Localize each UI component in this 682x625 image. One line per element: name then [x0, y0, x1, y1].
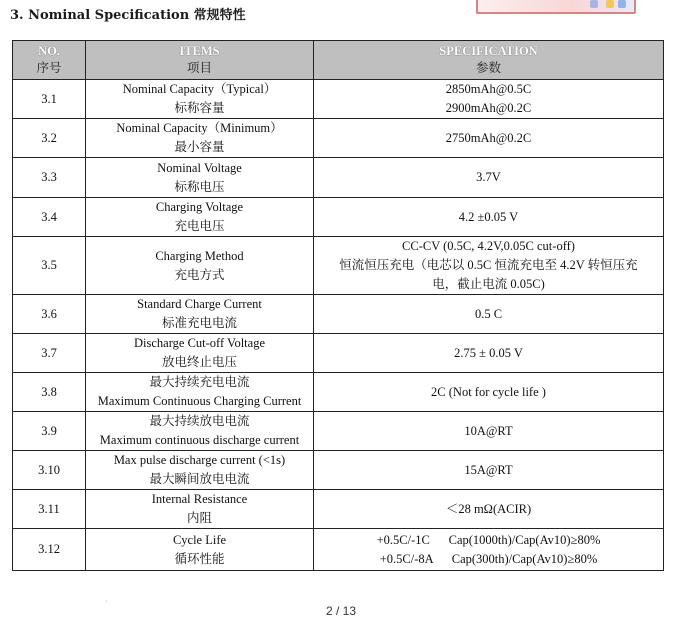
cycle-condition: +0.5C/-1C	[376, 532, 430, 547]
header-no-en: NO.	[38, 44, 60, 58]
item-line: 最小容量	[174, 140, 225, 154]
item-line: 标准充电电流	[161, 316, 237, 330]
scan-speck: ·	[105, 597, 109, 608]
row-item	[86, 295, 314, 334]
spec-line: 2900mAh@0.2C	[445, 101, 532, 115]
row-spec	[314, 80, 664, 119]
row-spec	[314, 373, 664, 412]
row-number: 3.5	[13, 237, 86, 295]
row-number: 3.7	[13, 334, 86, 373]
row-spec	[314, 451, 664, 490]
table-row	[13, 412, 664, 451]
row-spec	[314, 198, 664, 237]
table-row	[13, 158, 664, 198]
item-line: 放电终止电压	[161, 355, 237, 369]
item-line: Charging Voltage	[155, 200, 244, 214]
item-line: 最大持续放电电流	[149, 414, 250, 428]
item-line: Maximum continuous discharge current	[99, 433, 300, 447]
row-spec	[314, 490, 664, 529]
table-row	[13, 334, 664, 373]
spec-line: 恒流恒压充电（电芯以 0.5C 恒流充电至 4.2V 转恒压充	[339, 258, 638, 272]
stamp-mark	[590, 0, 598, 8]
item-line: Internal Resistance	[151, 492, 248, 506]
item-line: 充电电压	[174, 219, 225, 233]
row-item	[86, 198, 314, 237]
row-item	[86, 412, 314, 451]
row-spec	[314, 412, 664, 451]
spec-line: 15A@RT	[464, 462, 513, 477]
row-spec	[314, 158, 664, 198]
row-item	[86, 80, 314, 119]
row-item	[86, 158, 314, 198]
row-number: 3.8	[13, 373, 86, 412]
table-row	[13, 490, 664, 529]
table-row	[13, 237, 664, 295]
row-item	[86, 334, 314, 373]
item-line: 标称电压	[174, 179, 225, 194]
item-line: Nominal Voltage	[157, 160, 242, 175]
row-number: 3.2	[13, 119, 86, 158]
cycle-value: Cap(300th)/Cap(Av10)≥80%	[451, 551, 598, 566]
row-spec	[314, 237, 664, 295]
cycle-condition: +0.5C/-8A	[379, 551, 434, 566]
cycle-line	[318, 531, 659, 550]
table-row	[13, 373, 664, 412]
row-number: 3.6	[13, 295, 86, 334]
item-line: 最大持续充电电流	[149, 375, 250, 389]
item-line: Discharge Cut-off Voltage	[134, 336, 265, 350]
table-row	[13, 119, 664, 158]
spec-line: 10A@RT	[464, 423, 513, 438]
row-spec	[314, 295, 664, 334]
spec-line: 3.7V	[476, 170, 501, 184]
spec-table-body	[13, 80, 664, 571]
item-line: 内阻	[186, 511, 212, 525]
row-number: 3.10	[13, 451, 86, 490]
row-item	[86, 490, 314, 529]
header-items-en: ITEMS	[179, 44, 220, 58]
header-no	[13, 41, 86, 80]
spec-line: 4.2 ±0.05 V	[458, 209, 519, 224]
item-line: Charging Method	[155, 248, 244, 263]
row-item	[86, 451, 314, 490]
table-header-row	[13, 41, 664, 80]
item-line: 充电方式	[174, 267, 225, 282]
section-title: 3. Nominal Specification 常规特性	[10, 8, 246, 23]
stamp-mark	[606, 0, 614, 8]
spec-table	[12, 40, 664, 571]
row-number: 3.12	[13, 529, 86, 571]
spec-line: CC-CV (0.5C, 4.2V,0.05C cut-off)	[402, 239, 575, 253]
row-number: 3.1	[13, 80, 86, 119]
spec-line: 0.5 C	[474, 306, 503, 321]
row-spec	[314, 119, 664, 158]
item-line: Max pulse discharge current (<1s)	[113, 453, 286, 467]
cycle-value: Cap(1000th)/Cap(Av10)≥80%	[448, 532, 601, 547]
item-line: Cycle Life	[172, 532, 227, 547]
table-row	[13, 529, 664, 571]
row-spec	[314, 334, 664, 373]
row-number: 3.9	[13, 412, 86, 451]
header-items	[86, 41, 314, 80]
page-number: 2 / 13	[325, 604, 357, 618]
approval-stamp	[476, 0, 636, 14]
table-row	[13, 451, 664, 490]
header-spec-cn: 参数	[475, 61, 501, 75]
stamp-mark	[618, 0, 626, 8]
item-line: Nominal Capacity（Typical）	[122, 82, 277, 96]
item-line: Maximum Continuous Charging Current	[97, 394, 302, 408]
item-line: 标称容量	[174, 101, 225, 115]
row-number: 3.11	[13, 490, 86, 529]
table-row	[13, 198, 664, 237]
header-items-cn: 项目	[186, 61, 212, 75]
row-item	[86, 529, 314, 571]
row-number: 3.4	[13, 198, 86, 237]
row-item	[86, 119, 314, 158]
spec-line: 2C (Not for cycle life )	[431, 384, 546, 399]
table-row	[13, 80, 664, 119]
header-no-cn: 序号	[36, 61, 62, 75]
header-spec-en: SPECIFICATION	[439, 44, 538, 58]
row-item	[86, 237, 314, 295]
item-line: Standard Charge Current	[137, 297, 262, 311]
row-spec	[314, 529, 664, 571]
header-spec	[314, 41, 664, 80]
spec-line: ＜28 mΩ(ACIR)	[445, 501, 532, 516]
spec-line: 2850mAh@0.5C	[445, 82, 532, 96]
spec-line: 电，截止电流 0.05C)	[432, 277, 545, 291]
item-line: 最大瞬间放电电流	[149, 472, 250, 486]
spec-line: 2750mAh@0.2C	[445, 130, 532, 145]
item-line: 循环性能	[174, 551, 225, 566]
cycle-line	[318, 550, 659, 569]
table-row	[13, 295, 664, 334]
row-item	[86, 373, 314, 412]
spec-line: 2.75 ± 0.05 V	[454, 345, 523, 360]
row-number: 3.3	[13, 158, 86, 198]
item-line: Nominal Capacity（Minimum）	[116, 121, 283, 135]
